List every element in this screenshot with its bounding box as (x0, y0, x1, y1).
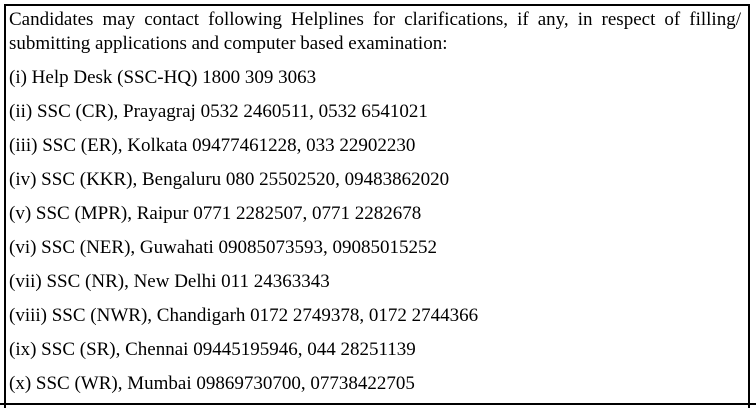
helpline-item: (viii) SSC (NWR), Chandigarh 0172 2749378, 0172 2744366 (9, 305, 479, 326)
helpline-item: (ii) SSC (CR), Prayagraj 0532 2460511, 0532 6541021 (9, 101, 428, 122)
helpline-item: (v) SSC (MPR), Raipur 0771 2282507, 0771 2282678 (9, 203, 422, 224)
helpline-item: (iii) SSC (ER), Kolkata 09477461228, 033 22902230 (9, 135, 416, 156)
helpline-intro: Candidates may contact following Helplines for clarifications, if any, in respect of filling/ submitting applications and computer based examination: (9, 9, 741, 54)
helpline-item: (i) Help Desk (SSC-HQ) 1800 309 3063 (9, 67, 317, 88)
helpline-item: (vi) SSC (NER), Guwahati 09085073593, 09085015252 (9, 237, 438, 258)
bottom-rule (0, 403, 756, 405)
helpline-item: (x) SSC (WR), Mumbai 09869730700, 07738422705 (9, 373, 415, 394)
helpline-item: (ix) SSC (SR), Chennai 09445195946, 044 28251139 (9, 339, 416, 360)
helpline-item: (vii) SSC (NR), New Delhi 011 24363343 (9, 271, 330, 292)
helpline-item: (iv) SSC (KKR), Bengaluru 080 25502520, 09483862020 (9, 169, 450, 190)
